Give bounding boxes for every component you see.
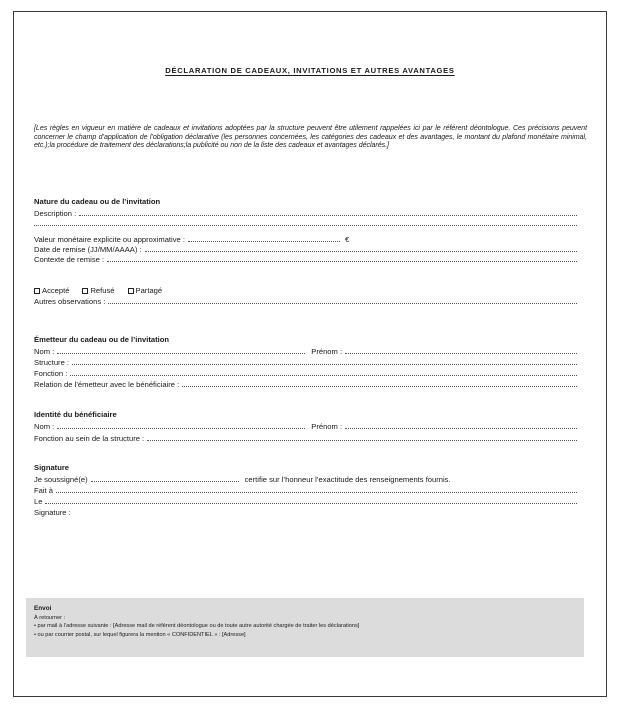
structure-field[interactable] [72, 364, 577, 365]
description-row [34, 208, 579, 218]
beneficiaire-heading: Identité du bénéficiaire [34, 410, 117, 419]
valeur-row [34, 234, 579, 244]
envoi-heading: Envoi [34, 605, 52, 612]
beneficiaire-fonction-field[interactable] [147, 440, 577, 441]
document-title: DÉCLARATION DE CADEAUX, INVITATIONS ET AUTRES AVANTAGES [165, 66, 455, 75]
signature-heading: Signature [34, 463, 70, 472]
beneficiaire-prenom-label: Prénom : [311, 422, 343, 431]
fonction-row [34, 368, 579, 378]
observations-row [34, 296, 579, 306]
status-row [34, 285, 579, 295]
fait-label: Fait à [34, 486, 53, 495]
relation-row [34, 379, 579, 389]
option-partage-label: Partagé [135, 286, 163, 295]
checkbox-icon [128, 288, 134, 294]
soussigne-row [34, 474, 579, 484]
signature-row [34, 507, 579, 517]
observations-label: Autres observations : [34, 297, 106, 306]
beneficiaire-prenom-field[interactable] [345, 428, 577, 429]
option-refuse-label: Refusé [90, 286, 115, 295]
checkbox-accepte[interactable] [34, 286, 69, 295]
envoi-line-1: À retourner : [34, 614, 66, 621]
description-field[interactable] [79, 215, 577, 216]
le-row [34, 496, 579, 506]
certifie-text: certifie sur l’honneur l’exactitude des renseignements fournis. [244, 475, 451, 484]
beneficiaire-nom-field[interactable] [57, 428, 305, 429]
envoi-line-2: • par mail à l’adresse suivante : [Adresse mail de référent déontologue ou de toute autre autorité chargée de traiter les déclarations] [34, 623, 360, 630]
envoi-line-3: • ou par courrier postal, sur lequel figurera la mention « CONFIDENTIEL » : [Adresse] [34, 631, 246, 638]
emetteur-prenom-field[interactable] [345, 353, 577, 354]
date-label: Date de remise (JJ/MM/AAAA) : [34, 245, 142, 254]
structure-label: Structure : [34, 358, 70, 367]
valeur-label: Valeur monétaire explicite ou approximative : [34, 235, 185, 244]
emetteur-heading: Émetteur du cadeau ou de l’invitation [34, 335, 170, 344]
emetteur-nom-row [34, 346, 579, 356]
intro-paragraph: [Les règles en vigueur en matière de cadeaux et invitations adoptées par la structure peuvent être utilement rappelées ici par le référent déontologue. Ces précisions peuvent concerner le champ d’application de l’obligation déclarative (les personnes concernées, les catégories des cadeaux et des avantages, le montant du plafond monétaire minimal, etc.);la procédure de traitement des déclarations;la publicité ou non de la liste des cadeaux et avantages déclarés.] [34, 124, 587, 150]
fonction-label: Fonction : [34, 369, 68, 378]
fait-row [34, 485, 579, 495]
relation-label: Relation de l’émetteur avec le bénéficiaire : [34, 380, 180, 389]
emetteur-prenom-label: Prénom : [311, 347, 343, 356]
emetteur-nom-label: Nom : [34, 347, 55, 356]
beneficiaire-fonction-row [34, 433, 579, 443]
contexte-label: Contexte de remise : [34, 255, 105, 264]
beneficiaire-fonction-label: Fonction au sein de la structure : [34, 434, 145, 443]
checkbox-refuse[interactable] [82, 286, 114, 295]
fait-field[interactable] [56, 492, 577, 493]
contexte-field[interactable] [107, 261, 577, 262]
date-field[interactable] [145, 251, 577, 252]
contexte-row [34, 254, 579, 264]
signature-label: Signature : [34, 508, 71, 517]
valeur-field[interactable] [188, 241, 340, 242]
beneficiaire-nom-row [34, 421, 579, 431]
checkbox-partage[interactable] [128, 286, 163, 295]
date-row [34, 244, 579, 254]
envoi-box [26, 598, 584, 657]
beneficiaire-nom-label: Nom : [34, 422, 55, 431]
observations-field[interactable] [108, 303, 577, 304]
description-row-2 [34, 218, 579, 228]
description-label: Description : [34, 209, 77, 218]
checkbox-icon [82, 288, 88, 294]
relation-field[interactable] [182, 386, 577, 387]
soussigne-label: Je soussigné(e) [34, 475, 88, 484]
structure-row [34, 357, 579, 367]
currency-symbol: € [344, 235, 350, 244]
emetteur-nom-field[interactable] [57, 353, 305, 354]
le-field[interactable] [45, 503, 577, 504]
nature-heading: Nature du cadeau ou de l’invitation [34, 197, 161, 206]
description-field-2[interactable] [34, 225, 577, 226]
le-label: Le [34, 497, 43, 506]
soussigne-field[interactable] [91, 481, 239, 482]
option-accepte-label: Accepté [42, 286, 70, 295]
fonction-field[interactable] [70, 375, 577, 376]
checkbox-icon [34, 288, 40, 294]
